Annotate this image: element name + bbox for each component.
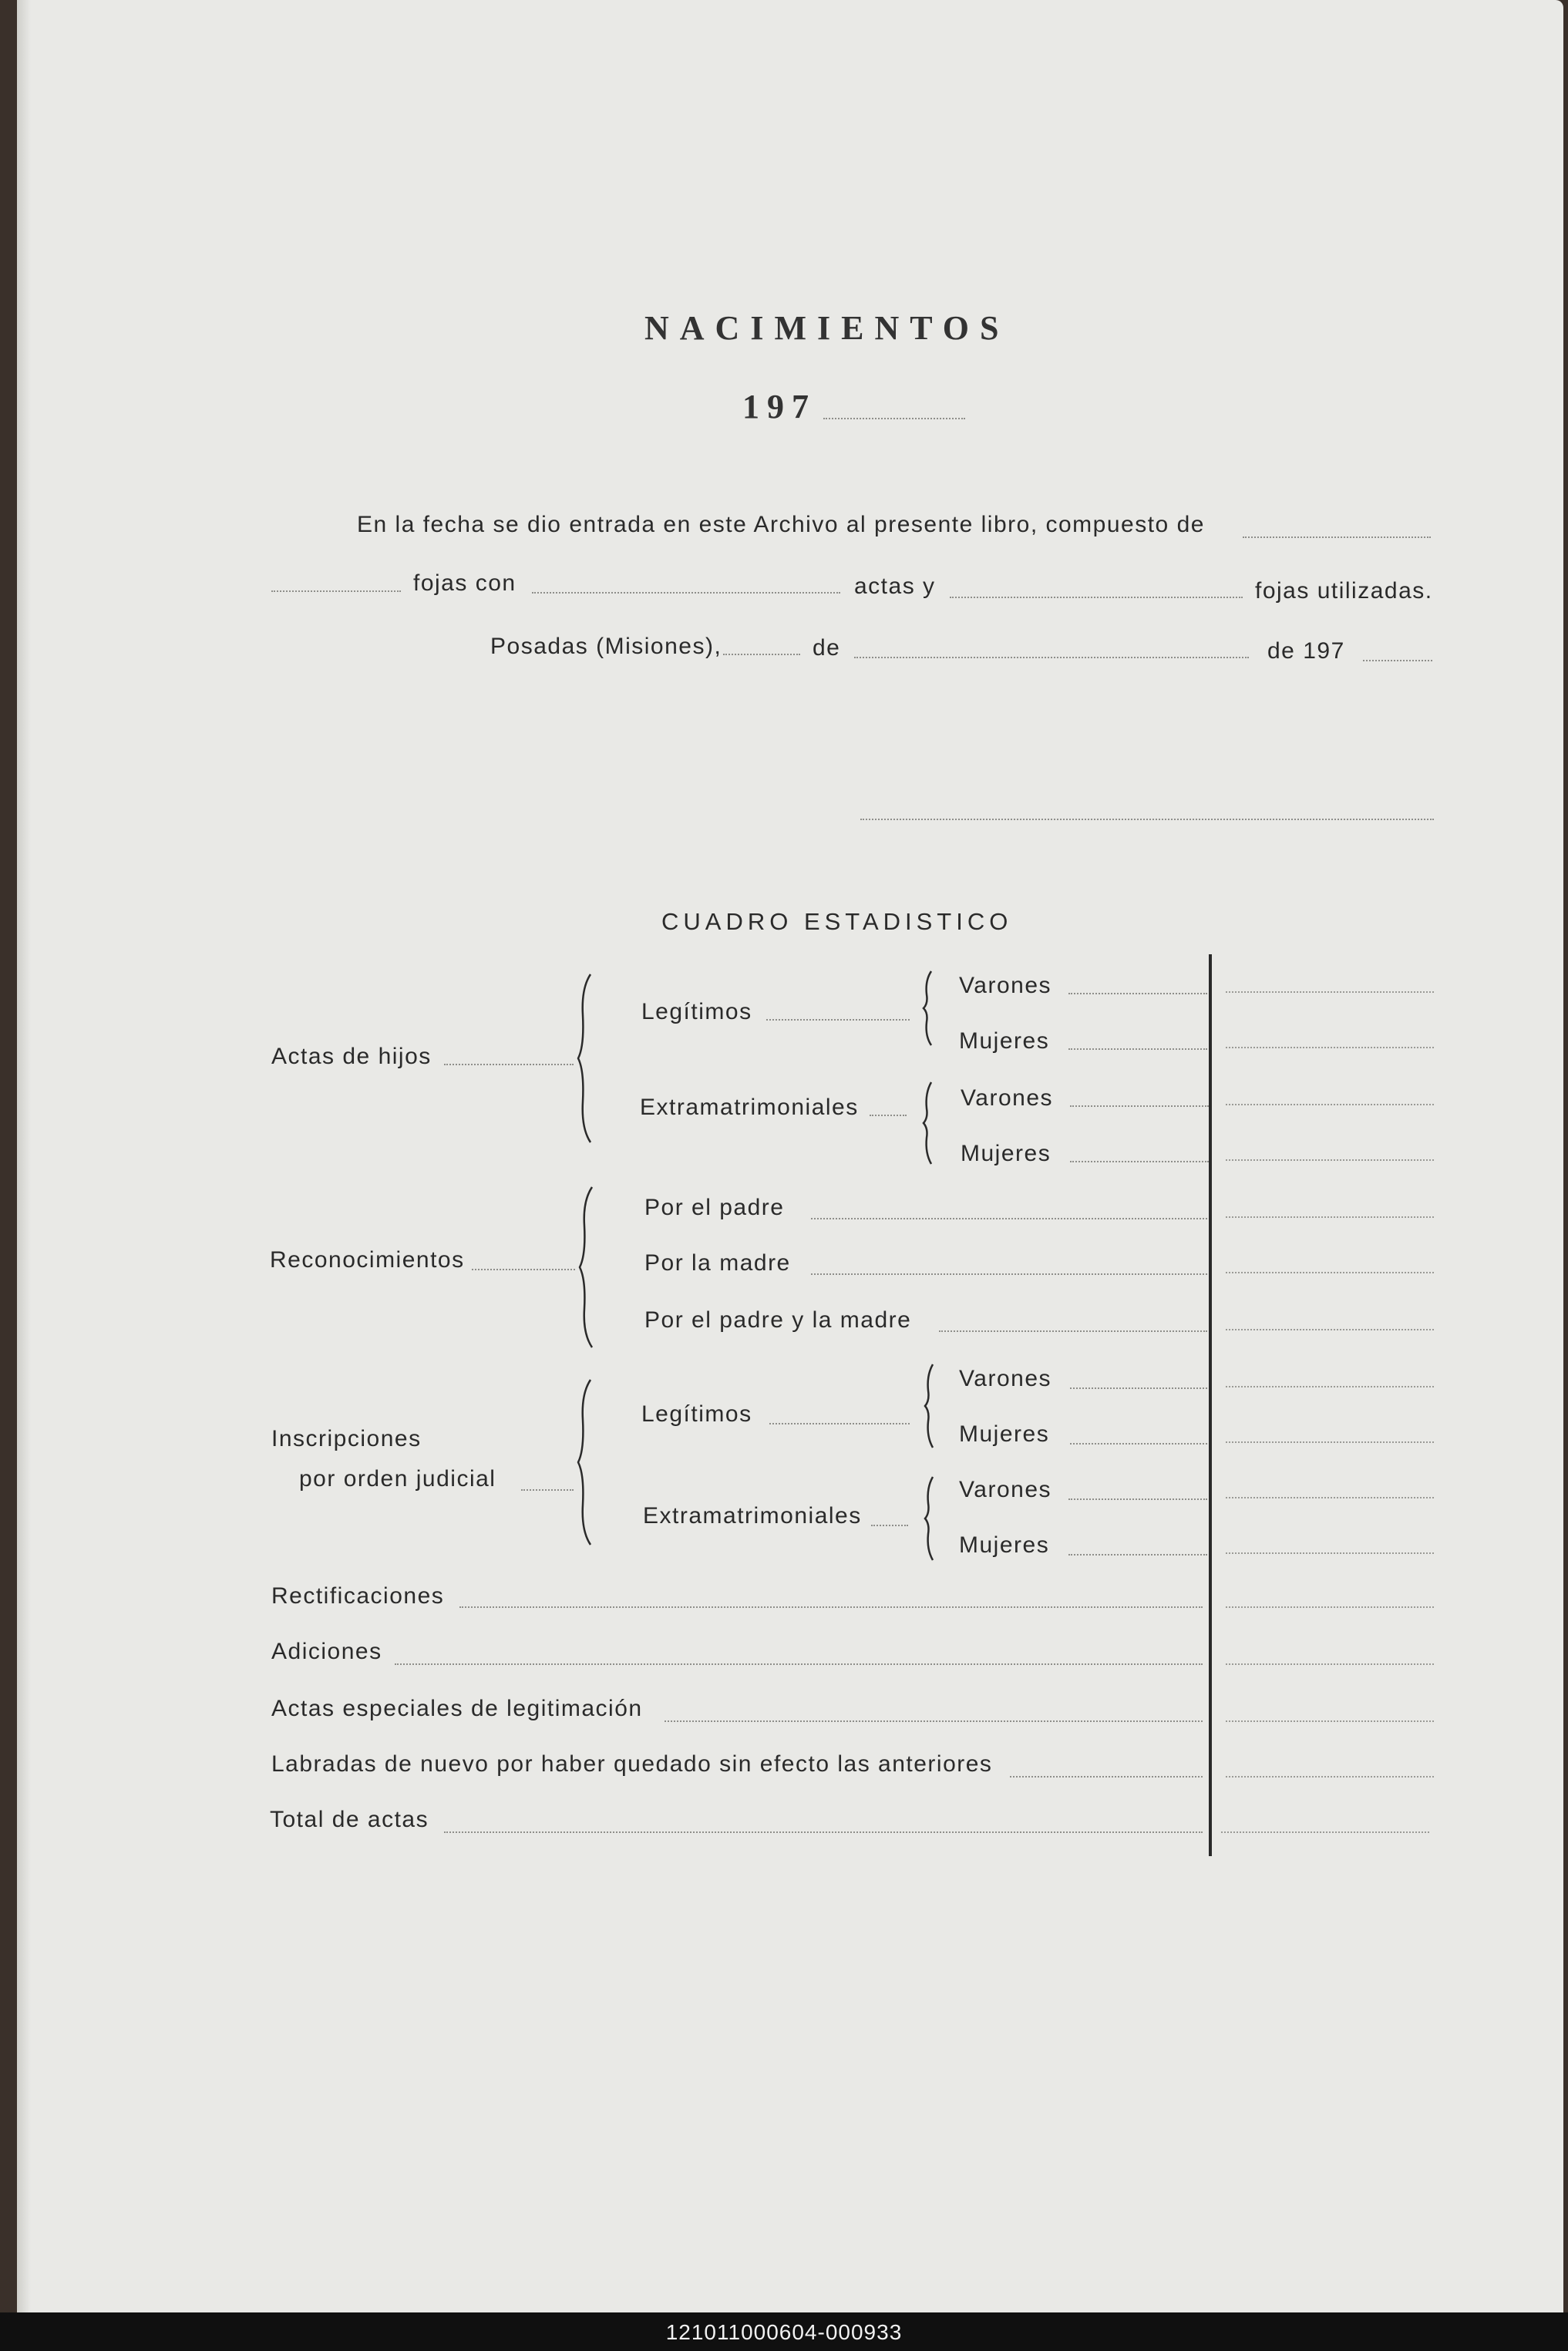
blank-actas — [532, 592, 840, 594]
leader-varones-1 — [1068, 993, 1207, 994]
label-adiciones: Adiciones — [271, 1639, 382, 1664]
value-line-8 — [1226, 1386, 1434, 1387]
label-por-orden-judicial: por orden judicial — [299, 1466, 496, 1492]
label-mujeres-2: Mujeres — [961, 1141, 1052, 1166]
leader-legitimos-2 — [769, 1423, 910, 1424]
brace-legitimos-1 — [922, 970, 937, 1047]
leader-reconocimientos — [472, 1269, 575, 1270]
cuadro-title: CUADRO ESTADISTICO — [661, 908, 1013, 935]
leader-adiciones — [395, 1663, 1203, 1665]
leader-total-de-actas — [444, 1831, 1203, 1833]
brace-reconocimientos — [578, 1186, 601, 1349]
year-label: 197 — [742, 388, 816, 425]
blank-fojas — [271, 590, 401, 592]
leader-labradas — [1010, 1776, 1203, 1778]
value-line-3 — [1226, 1104, 1434, 1105]
leader-extramatrimoniales-1 — [870, 1115, 907, 1116]
label-varones-3: Varones — [959, 1366, 1052, 1391]
value-line-1 — [1226, 991, 1434, 993]
brace-inscripciones — [577, 1378, 600, 1546]
leader-varones-2 — [1070, 1105, 1209, 1107]
label-mujeres-3: Mujeres — [959, 1421, 1050, 1447]
image-id-label: 121011000604-000933 — [665, 2320, 903, 2344]
blank-fojas-utilizadas — [950, 597, 1243, 598]
label-legitimos-2: Legítimos — [641, 1401, 752, 1427]
leader-varones-4 — [1068, 1498, 1207, 1500]
leader-rectificaciones — [459, 1606, 1203, 1608]
value-line-14 — [1226, 1720, 1434, 1722]
brace-actas-de-hijos — [577, 973, 600, 1144]
blank-year — [1363, 660, 1432, 661]
value-line-6 — [1226, 1272, 1434, 1273]
leader-actas-de-hijos — [444, 1064, 574, 1065]
value-line-9 — [1226, 1441, 1434, 1443]
leader-extramatrimoniales-2 — [871, 1525, 908, 1526]
label-fojas-utilizadas: fojas utilizadas. — [1255, 578, 1433, 604]
label-actas-y: actas y — [854, 573, 936, 599]
leader-mujeres-3 — [1070, 1443, 1207, 1445]
brace-extramatrimoniales-2 — [924, 1475, 939, 1562]
column-divider — [1209, 954, 1212, 1856]
label-legitimos-1: Legítimos — [641, 999, 752, 1024]
label-varones-1: Varones — [959, 973, 1052, 998]
year-blank — [823, 418, 965, 419]
label-por-el-padre: Por el padre — [644, 1195, 785, 1220]
label-actas-especiales: Actas especiales de legitimación — [271, 1696, 643, 1721]
value-line-5 — [1226, 1216, 1434, 1218]
leader-varones-3 — [1070, 1387, 1207, 1389]
leader-por-orden-judicial — [521, 1489, 574, 1491]
page-title: NACIMIENTOS — [644, 309, 1010, 347]
label-posadas: Posadas (Misiones), — [490, 634, 722, 659]
leader-por-la-madre — [811, 1273, 1207, 1275]
label-extramatrimoniales-2: Extramatrimoniales — [643, 1503, 862, 1529]
label-actas-de-hijos: Actas de hijos — [271, 1044, 432, 1069]
label-fojas-con: fojas con — [413, 570, 516, 596]
label-rectificaciones: Rectificaciones — [271, 1583, 445, 1609]
leader-mujeres-1 — [1068, 1048, 1207, 1050]
signature-line — [860, 819, 1434, 820]
brace-legitimos-2 — [924, 1363, 939, 1449]
leader-actas-especiales — [665, 1720, 1203, 1722]
leader-legitimos-1 — [766, 1019, 910, 1021]
leader-mujeres-4 — [1068, 1554, 1207, 1556]
label-extramatrimoniales-1: Extramatrimoniales — [640, 1095, 859, 1120]
value-line-7 — [1226, 1329, 1434, 1330]
value-line-15 — [1226, 1776, 1434, 1778]
intro-line-1: En la fecha se dio entrada en este Archivo al presente libro, compuesto de — [357, 512, 1205, 537]
value-line-4 — [1226, 1159, 1434, 1161]
label-mujeres-4: Mujeres — [959, 1532, 1050, 1558]
value-line-12 — [1226, 1606, 1434, 1608]
label-varones-4: Varones — [959, 1477, 1052, 1502]
brace-extramatrimoniales-1 — [922, 1081, 937, 1165]
label-labradas: Labradas de nuevo por haber quedado sin efecto las anteriores — [271, 1751, 993, 1777]
blank-compuesto — [1243, 536, 1431, 538]
blank-day — [723, 654, 800, 655]
leader-mujeres-2 — [1070, 1161, 1209, 1162]
label-mujeres-1: Mujeres — [959, 1028, 1050, 1054]
value-line-total — [1221, 1831, 1429, 1833]
value-line-13 — [1226, 1663, 1434, 1665]
label-reconocimientos: Reconocimientos — [270, 1247, 465, 1273]
leader-por-el-padre-y-la-madre — [939, 1330, 1207, 1332]
blank-month — [854, 657, 1249, 658]
value-line-2 — [1226, 1047, 1434, 1048]
leader-por-el-padre — [811, 1218, 1207, 1219]
label-inscripciones: Inscripciones — [271, 1426, 422, 1451]
value-line-11 — [1226, 1552, 1434, 1554]
label-total-de-actas: Total de actas — [270, 1807, 429, 1832]
label-por-la-madre: Por la madre — [644, 1250, 791, 1276]
label-de-197: de 197 — [1267, 638, 1345, 664]
label-de: de — [813, 635, 841, 661]
label-varones-2: Varones — [961, 1085, 1054, 1111]
label-por-el-padre-y-la-madre: Por el padre y la madre — [644, 1307, 912, 1333]
value-line-10 — [1226, 1497, 1434, 1498]
